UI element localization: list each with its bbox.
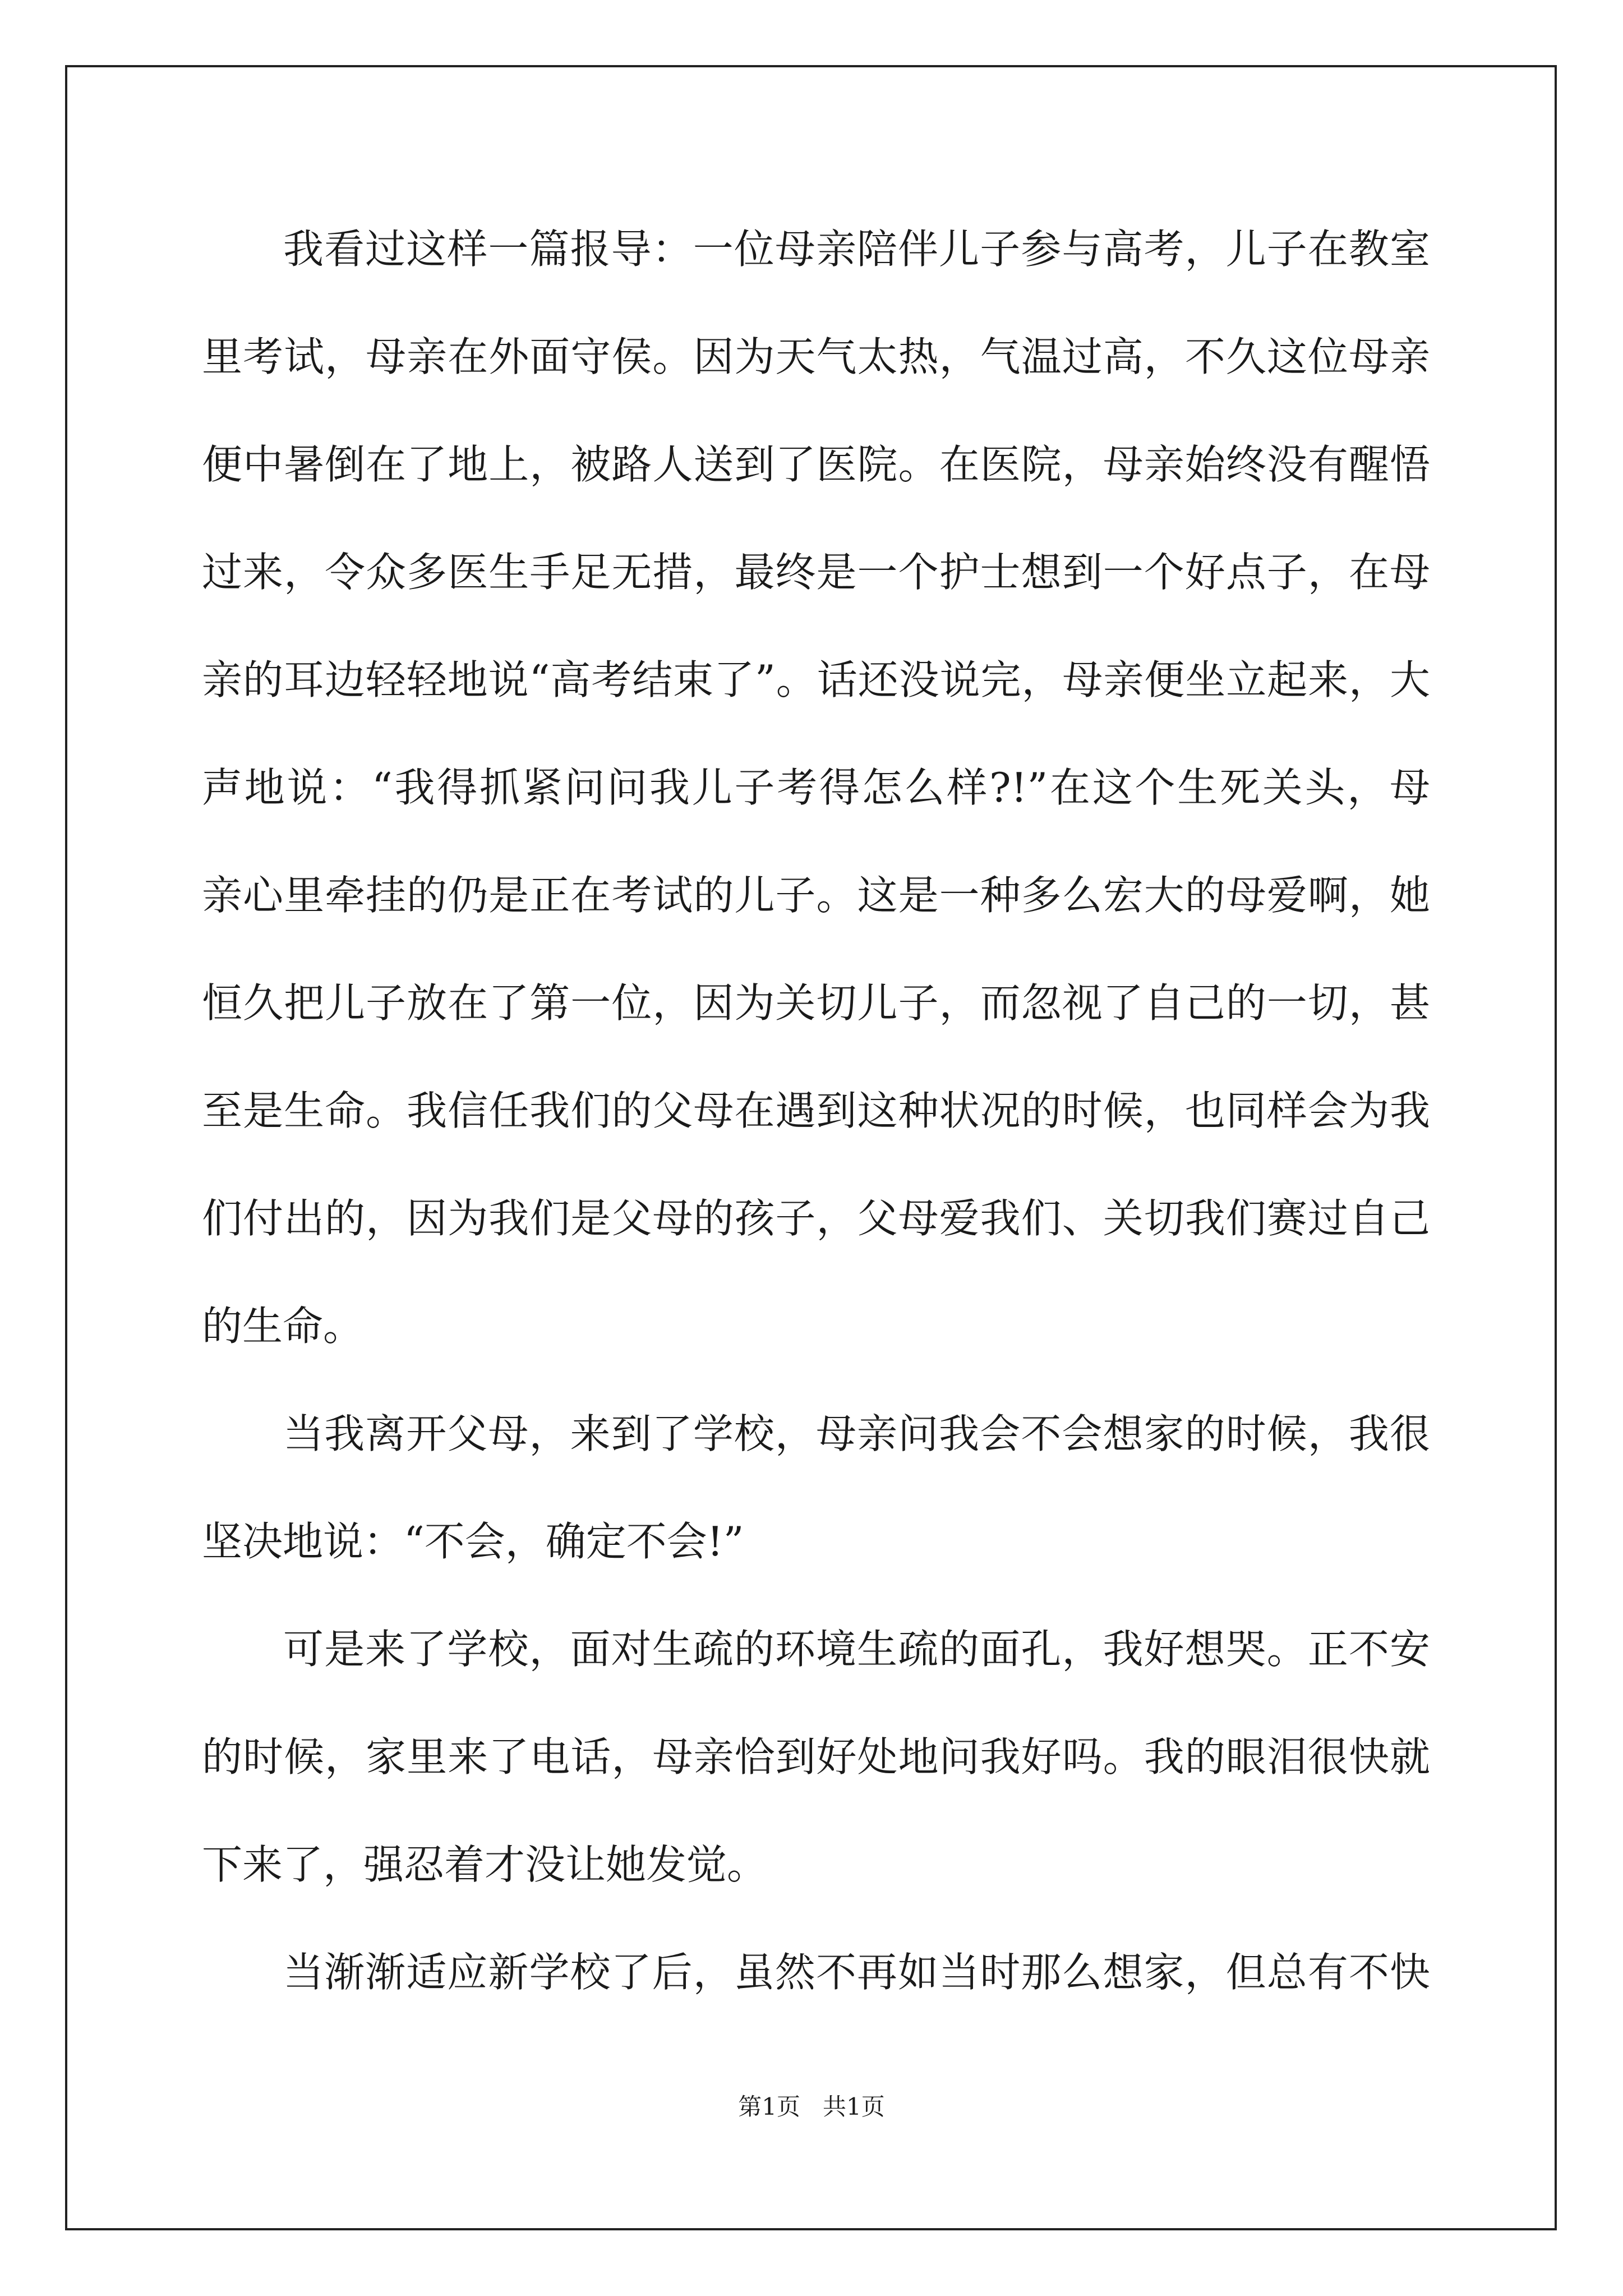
text-line-15: 的时候，家里来了电话，母亲恰到好处地问我好吗。我的眼泪很快就 xyxy=(202,1733,1430,1780)
text-line-9: 至是生命。我信任我们的父母在遇到这种状况的时候，也同样会为我 xyxy=(202,1087,1430,1134)
text-line-4: 过来，令众多医生手足无措，最终是一个护士想到一个好点子，在母 xyxy=(202,549,1430,596)
text-line-5: 亲的耳边轻轻地说“高考结束了”。话还没说完，母亲便坐立起来，大 xyxy=(202,656,1430,703)
text-line-14: 可是来了学校，面对生疏的环境生疏的面孔，我好想哭。正不安 xyxy=(283,1626,1430,1673)
text-line-11: 的生命。 xyxy=(202,1303,364,1350)
text-line-1: 我看过这样一篇报导：一位母亲陪伴儿子参与高考，儿子在教室 xyxy=(283,226,1430,273)
text-line-2: 里考试，母亲在外面守侯。因为天气太热，气温过高，不久这位母亲 xyxy=(202,333,1430,380)
text-line-7: 亲心里牵挂的仍是正在考试的儿子。这是一种多么宏大的母爱啊，她 xyxy=(202,872,1430,919)
text-line-16: 下来了，强忍着才没让她发觉。 xyxy=(202,1841,768,1888)
text-line-12: 当我离开父母，来到了学校，母亲问我会不会想家的时候，我很 xyxy=(283,1410,1430,1457)
text-line-6: 声地说：“我得抓紧问问我儿子考得怎么样?!”在这个生死关头，母 xyxy=(202,764,1430,811)
text-line-17: 当渐渐适应新学校了后，虽然不再如当时那么想家，但总有不快 xyxy=(283,1949,1430,1996)
text-line-8: 恒久把儿子放在了第一位，因为关切儿子，而忽视了自己的一切，甚 xyxy=(202,979,1430,1027)
page-number-footer: 第1页 共1页 xyxy=(738,2093,885,2120)
text-line-10: 们付出的，因为我们是父母的孩子，父母爱我们、关切我们赛过自己 xyxy=(202,1195,1430,1242)
page-border xyxy=(65,65,1557,2230)
text-line-3: 便中暑倒在了地上，被路人送到了医院。在医院，母亲始终没有醒悟 xyxy=(202,441,1430,488)
text-line-13: 坚决地说：“不会，确定不会!” xyxy=(202,1518,744,1565)
